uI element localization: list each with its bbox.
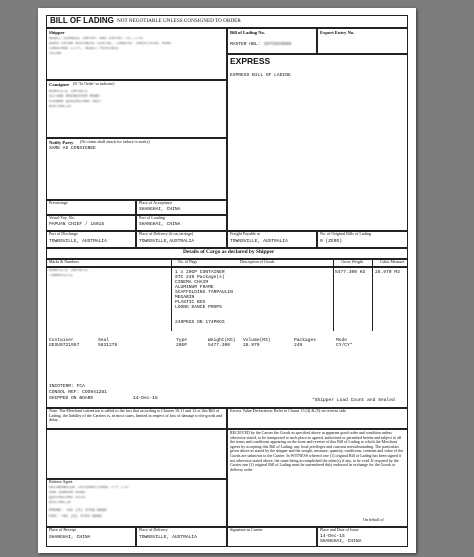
total-packages-line: 249PKGS ON 174PKGS <box>175 320 225 325</box>
shipper-load-note: *Shipper Load Count and Sealed <box>312 398 395 403</box>
consignee-label: Consignee <box>49 82 70 87</box>
release-agent-line: 40A SHARON ROAD <box>49 491 86 495</box>
footer-issue-place: SHANGHAI, CHINA <box>320 539 362 544</box>
volume-header: Volume(M3) <box>243 338 271 343</box>
type-header: Type <box>176 338 188 343</box>
document-subtitle: NOT NEGOTIABLE UNLESS CONSIGNED TO ORDER <box>117 17 241 24</box>
shipper-line: HEBEI GUANGZE IMPORT AND EXPORT CO.,LTD <box>49 37 143 41</box>
release-agent-label: Release Agent <box>49 479 73 484</box>
export-entry-label: Export Entry No. <box>320 30 355 35</box>
cubic-measure-value: 28.970 M3 <box>375 270 400 275</box>
packages-header: Packages <box>294 338 317 343</box>
originals-value: 0 (ZERO) <box>320 239 343 244</box>
container-packages: 249 <box>294 343 303 348</box>
vessel-value: PAPUAN CHIEF / 16015 <box>49 222 105 227</box>
goods-line: PLASTIC BOX <box>175 300 206 305</box>
shipper-line: ASKA CHINA BUSINESS CENTRE, LANGFAT INDUSTRIAL ROAD <box>49 42 172 46</box>
footer-signature-label: Signature as Carrier <box>230 527 263 532</box>
footer-receipt-label: Place of Receipt <box>49 527 76 532</box>
container-type: 20GP <box>176 343 188 348</box>
gross-weight-value: 5477.300 KG <box>335 270 366 275</box>
consignee-line: AUSTRALIA <box>49 105 71 109</box>
precarriage-label: Precarriage <box>49 200 68 205</box>
footer-delivery-value: TOWNSVILLE, AUSTRALIA <box>139 535 197 540</box>
container-header: Container <box>49 338 74 343</box>
place-delivery-value: TOWNSVILLE,AUSTRALIA <box>139 239 195 244</box>
master-hbl-label: MASTER HBL: <box>230 42 261 47</box>
on-behalf-label: On behalf of <box>363 517 384 522</box>
bill-of-lading-page <box>38 8 416 553</box>
container-volume: 28.970 <box>243 343 260 348</box>
release-agent-line: QUEENSLAND 4110 <box>49 496 86 500</box>
col-marks: Marks & Numbers <box>49 259 79 264</box>
express-title: EXPRESS <box>230 56 271 66</box>
release-agent-line: FAX: +61 (0) 4755-8880 <box>49 515 102 519</box>
goods-line: STC 249 Package(s) <box>175 275 225 280</box>
received-clause: RECEIVED by the Carrier the Goods as specified above in apparent good order and condition unless otherwise stated, to be transported to such place as agreed, authorised or permitted herein and subject to all the terms and conditions appearing on the front and reverse of this Bill of Lading to which the Merchant agrees by accepting this Bill of Lading, any local privileges and customs notwithstanding. The particulars given above as stated by the shipper and the weight, measure, quantity, conditions, contents and value of the Goods are unknown to the Carrier. In WITNESS whereof one (1) original Bill of Lading has been signed if not otherwise stated above, the same being accomplished the other(s) if any, to be void. If required by the Carrier one (1) original Bill of Lading must be surrendered duly endorsed in exchange for the Goods or delivery order. <box>230 430 404 472</box>
seal-number: 5831279 <box>98 343 118 348</box>
consignee-line: 11/469 ROCHESTER ROAD <box>49 95 100 99</box>
incoterm: INCOTERM: FCA <box>49 384 85 389</box>
footer-receipt-value: SHANGHAI, CHINA <box>49 535 91 540</box>
col-pkgs: No. of Pkgs <box>178 259 198 264</box>
merchant-note: Note: The Merchant's attention is called to the fact that according to Clauses 10,11 and 12 of this Bill of Lading, the liability of the Carriers is, in most cases, limited in respect of loss of damage to the goods and delay. <box>49 408 223 423</box>
footer-delivery-label: Place of Delivery <box>139 527 168 532</box>
port-loading-value: SHANGHAI, CHINA <box>139 222 181 227</box>
release-agent-line: PHONE: +61 (0) 4758-8880 <box>49 509 107 513</box>
cargo-col-divider <box>333 259 334 331</box>
goods-line: LOONG DANCE PROPS <box>175 305 222 310</box>
bl-number-label: Bill of Lading No. <box>230 30 265 35</box>
release-agent-line: AUSTRALIA <box>49 501 71 505</box>
goods-line: ALUMINUM FRAME <box>175 285 214 290</box>
left-blank-box <box>46 429 227 479</box>
marks-line: KOMPLETE IMPORTS <box>49 269 88 273</box>
consol-ref: CONSOL REF: COO941281 <box>49 390 107 395</box>
cargo-col-divider <box>171 259 172 331</box>
col-weight: Gross Weight <box>341 259 363 264</box>
consignee-line: KOMPLETE IMPORTS <box>49 90 88 94</box>
port-loading-label: Port of Loading <box>139 215 165 220</box>
cargo-col-divider <box>372 259 373 331</box>
container-number: GESU9721957 <box>49 343 80 348</box>
notify-label: Notify Party <box>49 140 74 145</box>
goods-line: SCAFFOLDING TARPAULIN <box>175 290 233 295</box>
place-acceptance-value: SHANGHAI, CHINA <box>139 207 181 212</box>
master-hbl-value: SHTS020000 <box>264 42 292 47</box>
place-delivery-label: Place of Delivery (if on carriage) <box>139 231 194 236</box>
container-mode: CY/CY* <box>336 343 353 348</box>
notify-hint: (No claim shall attach for failure to notify) <box>80 139 150 144</box>
consignee-line: KIRWAN QUEENSLAND 4817 <box>49 100 102 104</box>
mode-header: Mode <box>336 338 348 343</box>
col-measure: Cubic Measure <box>380 259 405 264</box>
cargo-section-title: Details of Cargo as declared by Shipper <box>183 249 275 255</box>
shipped-on-board-label: SHIPPED ON BOARD <box>49 396 94 401</box>
originals-label: No. of Original Bills of Lading <box>320 231 371 236</box>
port-discharge-value: TOWNSVILLE, AUSTRALIA <box>49 239 107 244</box>
release-agent-line: RAINBOWRIDE INTERNATIONAL PTY LTD <box>49 486 129 490</box>
shipper-line: CHINA <box>49 52 62 56</box>
shipper-box <box>46 28 227 80</box>
port-discharge-label: Port of Discharge <box>49 231 78 236</box>
vessel-label: Vessel Voy. No. <box>49 215 75 220</box>
freight-value: TOWNSVILLE, AUSTRALIA <box>230 239 288 244</box>
consignee-hint: (If 'To Order' so indicate) <box>73 81 115 86</box>
express-box <box>227 54 408 231</box>
freight-label: Freight Payable at <box>230 231 260 236</box>
seal-header: Seal <box>98 338 110 343</box>
weight-header: Weight(KG) <box>208 338 236 343</box>
marks-line: TOWNSVILLE <box>49 274 74 278</box>
document-title: BILL OF LADING <box>50 16 114 25</box>
express-subtitle: EXPRESS BILL OF LADING <box>230 73 291 78</box>
notify-value: SAME AS CONSIGNEE <box>49 146 96 151</box>
shipper-line: LANGFANG CITY, HEBEI PROVINCE <box>49 47 119 51</box>
consignee-box <box>46 80 227 138</box>
goods-line: CINEMA CHAIR <box>175 280 209 285</box>
container-weight: 5477.300 <box>208 343 231 348</box>
shipper-label: Shipper <box>49 30 65 35</box>
excess-value-declaration: Excess Value Declaration: Refer to Clause 13 (4) & (5) on reverse side <box>230 408 346 413</box>
footer-issue-date: 14-Dec-15 <box>320 534 345 539</box>
goods-line: 1 x 20GP CONTAINER <box>175 270 225 275</box>
place-acceptance-label: Place of Acceptance <box>139 200 173 205</box>
goods-line: MEGABIN <box>175 295 195 300</box>
shipped-on-board-date: 14-Dec-15 <box>133 396 158 401</box>
footer-issue-label: Place and Date of Issue <box>320 527 359 532</box>
col-desc: Description of Goods <box>240 259 275 264</box>
